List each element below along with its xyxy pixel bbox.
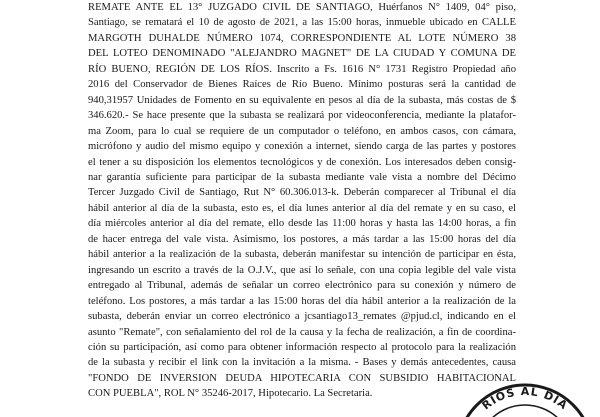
notice-line: de la subasta y recibir el link con la invitación a la misma. - Bases y demás antecedentes, causa: [88, 357, 516, 369]
notice-line: RÍO BUENO, REGIÓN DE LOS RÍOS. Inscrito a Fs. 1616 N° 1731 Registro Propiedad año: [88, 63, 516, 75]
notice-line: asunto "Remate", con señalamiento del rol de la causa y la fecha de realización, a fin de coordina-: [88, 326, 516, 338]
notice-line: Santiago, se rematará el 10 de agosto de 2021, a las 15:00 horas, inmueble ubicado en CALLE: [88, 17, 516, 29]
notice-line: día miércoles anterior al día del remate, ello desde las 11:00 horas y hasta las 14:00 horas, a fin: [88, 218, 516, 230]
notice-line: micrófono y audio del mismo equipo y conexión a internet, siendo carga de las partes y postores: [88, 141, 516, 153]
notice-line: "FONDO DE INVERSION DEUDA HIPOTECARIA CON SUBSIDIO HABITACIONAL: [88, 372, 516, 384]
notice-line: entregado al Tribunal, además de señalar un correo electrónico para su conexión y número de: [88, 280, 516, 292]
notice-line: hábil anterior al día de la subasta, esto es, el día lunes anterior al día del remate y en su caso, el: [88, 202, 516, 214]
notice-line: 346.620.- Se hace presente que la subasta se realizará por videoconferencia, mediante la platafor-: [88, 110, 516, 122]
seal-text-path: RÍOS AL DÍA: [479, 384, 571, 413]
notice-line: ma Zoom, para lo cual se requiere de un computador o teléfono, en ambos casos, con cámara,: [88, 125, 516, 137]
notice-line: DEL LOTEO DENOMINADO "ALEJANDRO MAGNET" DE LA CIUDAD Y COMUNA DE: [88, 48, 516, 60]
notice-line: el tener a su disposición los elementos tecnológicos y de conexión. Los interesados deben consig-: [88, 156, 516, 168]
notice-line: de hacer entrega del vale vista. Asimismo, los postores, a más tardar a las 15:00 horas del día: [88, 233, 516, 245]
notice-line: Tercer Juzgado Civil de Santiago, Rut N° 60.306.013-k. Deberán comparecer al Tribunal el día: [88, 187, 516, 199]
seal-stamp: [455, 383, 595, 417]
notice-line: CON PUEBLA", ROL N° 35246-2017, Hipotecario. La Secretaria.: [88, 388, 373, 400]
notice-line: MARGOTH DUHALDE NÚMERO 1074, CORRESPONDIENTE AL LOTE NÚMERO 38: [88, 32, 516, 44]
notice-line: hábil anterior a la realización de la subasta, deberán manifestar su intención de participar en ésta,: [88, 249, 516, 261]
notice-line: subasta, deberán enviar un correo electrónico a jcsantiago13_remates @pjud.cl, indicando en el: [88, 311, 516, 323]
notice-line: ingresando un escrito a través de la O.J.V., que así lo señale, con una copia legible del vale vista: [88, 264, 516, 276]
notice-line: 2016 del Conservador de Bienes Raíces de Río Bueno. Mínimo posturas será la cantidad de: [88, 79, 516, 91]
notice-line: teléfono. Los postores, a más tardar a las 15:00 horas del día hábil anterior a la realización de la: [88, 295, 516, 307]
notice-line: nar garantía suficiente para participar de la subasta mediante vale vista a nombre del Décimo: [88, 171, 516, 183]
legal-notice: [88, 0, 516, 402]
notice-line: REMATE ANTE EL 13° JUZGADO CIVIL DE SANTIAGO, Huérfanos N° 1409, 04° piso,: [88, 2, 516, 13]
notice-line: ción su participación, así como para obtener información respecto al protocolo para la realización: [88, 341, 516, 353]
notice-line: 940,31957 Unidades de Fomento en su equivalente en pesos al día de la subasta, más costas de $: [88, 94, 516, 106]
seal-text: [480, 385, 571, 412]
